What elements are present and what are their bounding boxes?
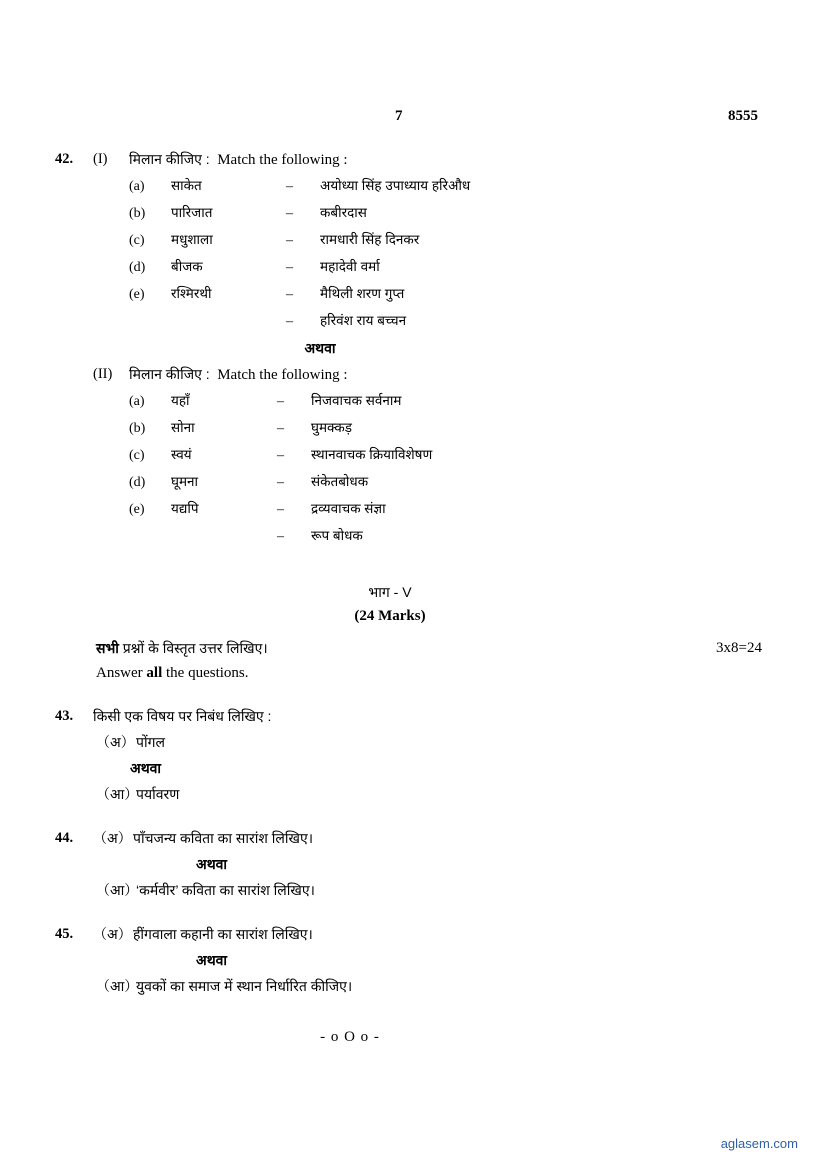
question-44-option-b	[96, 877, 826, 903]
instruction-eng-post: the questions.	[162, 665, 249, 681]
match-item-left: यहाँ	[171, 393, 190, 408]
match-item-left: रश्मिरथी	[171, 286, 212, 301]
question-45-option-a-row	[93, 921, 313, 947]
question-43-option-a	[96, 729, 826, 755]
match-item-left: घूमना	[171, 474, 199, 489]
instruction-hindi-bold: सभी	[96, 640, 119, 656]
match-item-left: पारिजात	[171, 205, 213, 220]
match-item-right: कबीरदास	[320, 205, 367, 220]
match-row	[129, 173, 826, 200]
match-row	[129, 254, 826, 281]
match-item-label: (a)	[129, 394, 145, 409]
instruction-eng-pre: Answer	[96, 665, 147, 681]
match-item-left: बीजक	[171, 259, 203, 274]
match-item-right: संकेतबोधक	[311, 474, 369, 489]
question-42-part-1-label: (I)	[93, 151, 108, 167]
athava-separator-45: अथवा	[196, 952, 228, 968]
match-item-right: घुमक्कड़	[311, 420, 352, 435]
match-item-right: हरिवंश राय बच्चन	[320, 313, 407, 328]
match-item-right: निजवाचक सर्वनाम	[311, 393, 402, 408]
match-item-label: (c)	[129, 233, 145, 248]
question-43-stem	[0, 703, 826, 729]
instruction-hindi-rest: प्रश्नों के विस्तृत उत्तर लिखिए।	[122, 640, 268, 656]
question-42-part-1-english: Match the following :	[217, 152, 348, 168]
match-item-right: महादेवी वर्मा	[320, 259, 380, 274]
match-item-dash: –	[286, 260, 293, 275]
match-item-right: मैथिली शरण गुप्त	[320, 286, 405, 301]
match-item-label: (d)	[129, 260, 146, 275]
question-42-part-2-hindi: मिलान कीजिए :	[129, 366, 210, 382]
question-44	[0, 825, 826, 903]
question-42-part-1-text	[129, 146, 348, 173]
match-list-2	[129, 388, 826, 550]
match-row	[129, 200, 826, 227]
match-item-left: स्वयं	[171, 447, 192, 462]
match-item-dash: –	[286, 314, 293, 329]
question-44-option-a	[0, 825, 826, 851]
match-item-left: मधुशाला	[171, 232, 213, 247]
match-item-dash: –	[277, 448, 284, 463]
athava-separator-43: अथवा	[130, 760, 162, 776]
question-42-number: 42.	[55, 151, 74, 167]
part-v-instruction-hindi	[96, 636, 826, 661]
question-44-option-a-label: （अ）	[93, 830, 132, 846]
match-list-1	[129, 173, 826, 335]
question-43-option-b-label: （आ）	[96, 786, 139, 802]
match-item-right: रामधारी सिंह दिनकर	[320, 232, 420, 247]
question-45	[0, 921, 826, 999]
part-v-heading	[0, 580, 780, 628]
question-45-number: 45.	[55, 926, 74, 942]
question-42-part-2-label: (II)	[93, 366, 113, 382]
paper-content	[0, 146, 826, 1046]
page-number: 7	[395, 108, 403, 124]
instruction-eng-bold: all	[146, 665, 163, 681]
part-v-instruction-english	[96, 661, 826, 685]
match-row	[129, 388, 826, 415]
watermark: aglasem.com	[720, 1136, 798, 1151]
question-43-option-b-text: पर्यावरण	[136, 786, 180, 802]
match-row	[129, 281, 826, 308]
match-item-label: (b)	[129, 206, 146, 221]
match-item-label: (d)	[129, 475, 146, 490]
match-item-dash: –	[277, 529, 284, 544]
match-item-dash: –	[286, 287, 293, 302]
page-header	[0, 108, 826, 128]
match-item-right: रूप बोधक	[311, 528, 363, 543]
question-44-number: 44.	[55, 830, 74, 846]
match-item-right: स्थानवाचक क्रियाविशेषण	[311, 447, 433, 462]
match-item-right: द्रव्यवाचक संज्ञा	[311, 501, 386, 516]
match-item-dash: –	[286, 233, 293, 248]
athava-separator-44: अथवा	[196, 856, 228, 872]
match-row	[129, 469, 826, 496]
match-item-label: (a)	[129, 179, 145, 194]
match-row	[129, 523, 826, 550]
question-42-part-2-text	[129, 361, 348, 388]
question-45-option-b-text: युवकों का समाज में स्थान निर्धारित कीजिए।	[136, 978, 353, 994]
match-item-dash: –	[286, 206, 293, 221]
paper-code: 8555	[728, 108, 758, 124]
match-item-dash: –	[286, 179, 293, 194]
question-45-option-a	[0, 921, 826, 947]
question-42-number-spacer	[55, 361, 93, 387]
match-row	[129, 496, 826, 523]
match-item-dash: –	[277, 475, 284, 490]
question-44-option-b-text: ‘कर्मवीर’ कविता का सारांश लिखिए।	[136, 882, 315, 898]
question-45-option-a-label: （अ）	[93, 926, 132, 942]
match-item-left: साकेत	[171, 178, 202, 193]
match-row	[129, 415, 826, 442]
question-43-option-a-text: पोंगल	[136, 734, 165, 750]
part-v-marks: (24 Marks)	[354, 608, 426, 624]
question-45-option-b-label: （आ）	[96, 978, 139, 994]
part-v-marks-right: 3x8=24	[716, 640, 762, 656]
match-row	[129, 442, 826, 469]
question-44-option-b-label: （आ）	[96, 882, 139, 898]
question-43-text: किसी एक विषय पर निबंध लिखिए :	[93, 708, 272, 724]
question-45-option-b	[96, 973, 826, 999]
match-item-label: (e)	[129, 502, 145, 517]
question-44-option-a-text: पाँचजन्य कविता का सारांश लिखिए।	[133, 830, 314, 846]
match-row	[129, 308, 826, 335]
question-42-part-1-hindi: मिलान कीजिए :	[129, 151, 210, 167]
question-43-option-a-label: （अ）	[96, 734, 135, 750]
match-item-right: अयोध्या सिंह उपाध्याय हरिऔध	[320, 178, 471, 193]
question-42-part-2-english: Match the following :	[217, 367, 348, 383]
question-43-number: 43.	[55, 708, 74, 724]
match-item-dash: –	[277, 502, 284, 517]
question-43-option-b	[96, 781, 826, 807]
question-45-option-a-text: हींगवाला कहानी का सारांश लिखिए।	[133, 926, 313, 942]
question-42-part-2	[0, 361, 826, 388]
match-item-dash: –	[277, 421, 284, 436]
athava-separator-42: अथवा	[304, 340, 336, 356]
match-item-dash: –	[277, 394, 284, 409]
end-of-paper-mark: - o O o -	[320, 1029, 380, 1045]
match-item-label: (c)	[129, 448, 145, 463]
match-row	[129, 227, 826, 254]
match-item-left: यद्यपि	[171, 501, 199, 516]
match-item-left: सोना	[171, 420, 195, 435]
match-item-label: (e)	[129, 287, 145, 302]
question-43	[0, 703, 826, 807]
question-44-option-a-row	[93, 825, 313, 851]
match-item-label: (b)	[129, 421, 146, 436]
question-42-part-1	[0, 146, 826, 173]
part-v-title: भाग - V	[368, 584, 412, 600]
